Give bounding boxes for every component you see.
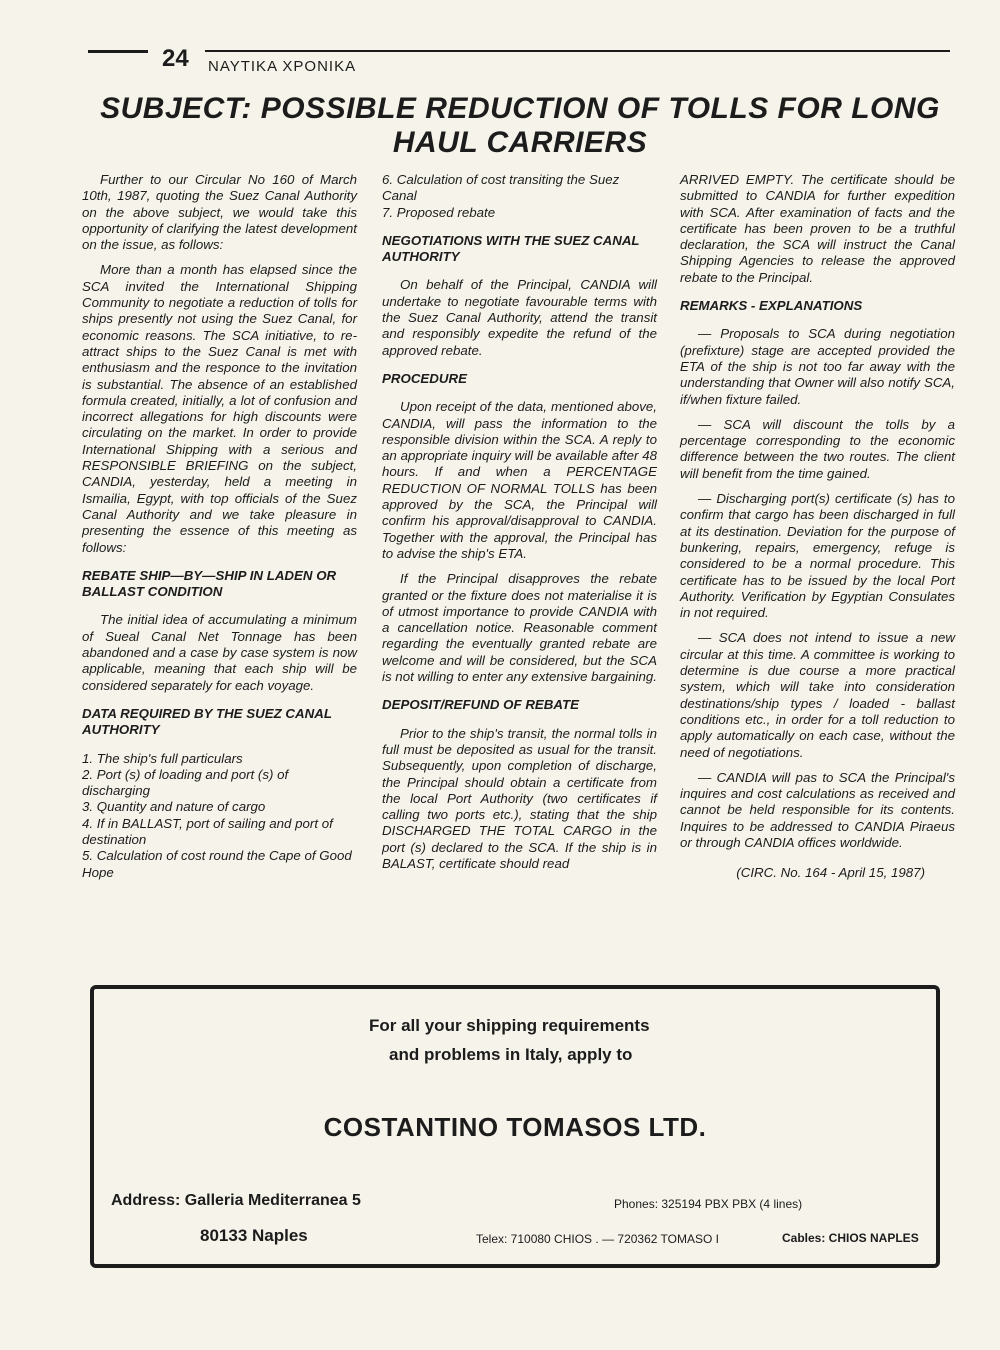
ad-tagline-line-2: and problems in Italy, apply to (389, 1045, 633, 1064)
paragraph: — Discharging port(s) certificate (s) has to confirm that cargo has been discharged in full at its destination. Deviation for the purpose of bunkering, repairs, emergency, refuge is considered to be a normal procedure. This certificate has to be issued by the local Port Authority. Verification by Egyptian Consulates in not required. (680, 491, 955, 621)
ad-cables: Cables: CHIOS NAPLES (782, 1231, 919, 1245)
list-item: 6. Calculation of cost transiting the Suez Canal (382, 172, 620, 204)
paragraph: — SCA will discount the tolls by a percentage corresponding to the economic difference between the two routes. The client will benefit from the time gained. (680, 416, 955, 481)
header-rule-right (205, 50, 950, 52)
page-number: 24 (162, 45, 189, 72)
section-heading-procedure: PROCEDURE (382, 370, 467, 386)
section-heading-data-required: DATA REQUIRED BY THE SUEZ CANAL AUTHORITY (82, 705, 332, 738)
article-column-2 (382, 172, 657, 881)
magazine-name: ΝΑΥΤΙΚΑ ΧΡΟΝΙΚΑ (208, 58, 357, 75)
section-heading-deposit: DEPOSIT/REFUND OF REBATE (382, 697, 579, 713)
section-heading-negotiations: NEGOTIATIONS WITH THE SUEZ CANAL AUTHORITY (382, 232, 640, 265)
list-item: 1. The ship's full particulars (82, 750, 243, 766)
paragraph: Further to our Circular No 160 of March 10th, 1987, quoting the Suez Canal Authority on the above subject, we would take this opportunity of clarifying the latest development on the issue, as follows: (82, 172, 357, 253)
ad-city: 80133 Naples (200, 1226, 308, 1245)
list-item: 5. Calculation of cost round the Cape of Good Hope (82, 848, 352, 880)
list-item: 3. Quantity and nature of cargo (82, 799, 266, 815)
article-title: SUBJECT: POSSIBLE REDUCTION OF TOLLS FOR LONG HAUL CARRIERS (100, 92, 940, 159)
ad-address: Address: Galleria Mediterranea 5 (111, 1192, 361, 1209)
paragraph: If the Principal disapproves the rebate granted or the fixture does not materialise it is of utmost importance to provide CANDIA with a cancellation notice. Reasonable comment regarding the eventually granted rebate are welcome and will be considered, but the SCA is not willing to enter any extensive bargaining. (382, 571, 657, 685)
ad-telex: Telex: 710080 CHIOS . — 720362 TOMASO I (476, 1232, 720, 1246)
section-heading-remarks: REMARKS - EXPLANATIONS (680, 298, 863, 314)
paragraph: More than a month has elapsed since the SCA invited the International Shipping Community to negotiate a reduction of tolls for ships presently not using the Suez Canal, for economic reasons. The SCA initiative, to re-attract ships to the Suez Canal is met with enthusiasm and the responce to the invitation is substantial. The absence of an established formula created, initially, a lot of confusion and incorrect allegations for high discounts were circulating on the market. In order to provide International Shipping with a serious and RESPONSIBLE BRIEFING on the subject, CANDIA, yesterday, held a meeting in Ismailia, Egypt, with top officials of the Suez Canal Authority and we take pleasure in presenting the essence of this meeting as follows: (82, 262, 357, 555)
section-heading-rebate: REBATE SHIP—BY—SHIP IN LADEN OR BALLAST CONDITION (82, 567, 337, 600)
circular-reference: (CIRC. No. 164 - April 15, 1987) (736, 865, 925, 881)
article-column-3 (680, 172, 955, 891)
ad-company-name: COSTANTINO TOMASOS LTD. (323, 1112, 707, 1142)
ad-tagline-line-1: For all your shipping requirements (369, 1016, 650, 1035)
paragraph: ARRIVED EMPTY. The certificate should be submitted to CANDIA for further expedition with SCA. After examination of facts and the certificate has been proven to be a truthful declaration, the SCA will instruct the Canal Shipping Agencies to release the approved rebate to the Principal. (680, 172, 955, 285)
paragraph: — Proposals to SCA during negotiation (prefixture) stage are accepted provided the ETA of the ship is not too far away with the understanding that Owner will also notify SCA, if/when fixture failed. (680, 326, 955, 407)
list-item: 4. If in BALLAST, port of sailing and port of destination (82, 815, 333, 847)
advertisement-box (90, 985, 940, 1268)
list-item: 7. Proposed rebate (382, 204, 496, 220)
paragraph: Upon receipt of the data, mentioned above, CANDIA, will pass the information to the responsible division within the SCA. A reply to an appropriate inquiry will be available after 48 hours. If and when a PERCENTAGE REDUCTION OF NORMAL TOLLS has been approved by the SCA, the Principal will confirm his approval/disapproval to CANDIA. Together with the approval, the Principal has to advise the ship's ETA. (382, 399, 657, 561)
paragraph: — CANDIA will pas to SCA the Principal's inquires and cost calculations as received and cannot be held responsible for its contents. Inquires to be addressed to CANDIA Piraeus or through CANDIA offices worldwide. (680, 769, 955, 850)
ad-phones: Phones: 325194 PBX PBX (4 lines) (614, 1197, 803, 1211)
header-rule-left (88, 50, 148, 53)
list-item: 2. Port (s) of loading and port (s) of discharging (82, 766, 289, 799)
paragraph: On behalf of the Principal, CANDIA will undertake to negotiate favourable terms with the Suez Canal Authority, attend the transit and responsibly expedite the refund of the approved rebate. (382, 277, 657, 358)
paragraph: Prior to the ship's transit, the normal tolls in full must be deposited as usual for the transit. Subsequently, upon completion of discharge, the Principal should obtain a certificate from the local Port Authority (two certificates if calling two ports etc.), stating that the ship DISCHARGED THE TOTAL CARGO in the port (s) declared to the SCA. If the ship is in BALAST, certificate should read (382, 725, 657, 871)
paragraph: The initial idea of accumulating a minimum of Sueal Canal Net Tonnage has been abandoned and a case by case system is now applicable, meaning that each ship will be considered separately for each voyage. (82, 612, 357, 693)
paragraph: — SCA does not intend to issue a new circular at this time. A committee is working to determine is due course a more practical system, which will take into consideration destinations/ship types / loaded - ballast conditions etc., in order for a toll reduction to apply automatically on each case, without the need of negotiations. (680, 630, 955, 760)
article-column-1 (82, 172, 357, 881)
